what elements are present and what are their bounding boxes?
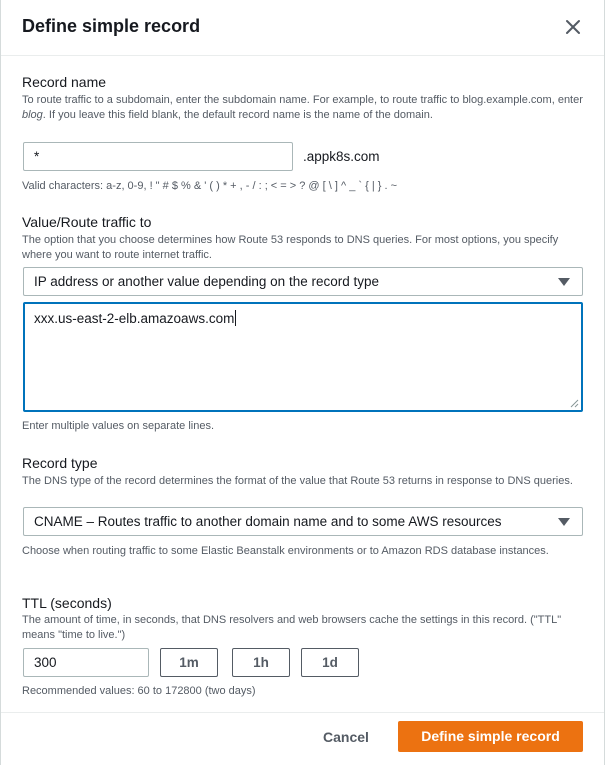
ttl-1d-button[interactable]: 1d: [301, 648, 359, 677]
record-value-textarea[interactable]: [23, 302, 583, 412]
record-name-description: [22, 93, 584, 123]
close-icon: [562, 16, 584, 38]
dialog-title: Define simple record: [22, 16, 201, 36]
dialog-header: [1, 0, 604, 56]
caret-down-icon: [558, 518, 570, 526]
ttl-1h-button[interactable]: 1h: [232, 648, 290, 677]
ttl-1m-button[interactable]: 1m: [160, 648, 218, 677]
route-traffic-select[interactable]: [23, 267, 583, 296]
value-route-label: Value/Route traffic to: [22, 214, 152, 230]
record-name-desc-italic: blog: [22, 109, 43, 121]
text-cursor: [235, 310, 236, 326]
route-traffic-selected: IP address or another value depending on the record type: [34, 274, 379, 289]
record-value-text: xxx.us-east-2-elb.amazoaws.com: [34, 311, 235, 326]
record-type-selected: CNAME – Routes traffic to another domain name and to some AWS resources: [34, 514, 502, 529]
record-name-input[interactable]: *: [23, 142, 293, 171]
ttl-label: TTL (seconds): [22, 595, 112, 611]
ttl-input[interactable]: 300: [23, 648, 149, 677]
valid-characters-hint: Valid characters: a-z, 0-9, ! " # $ % & ' ( ) * + , - / : ; < = > ? @ [ \ ] ^ _ ` { | } . ~: [22, 180, 397, 192]
domain-suffix: .appk8s.com: [303, 149, 380, 164]
define-simple-record-button[interactable]: Define simple record: [398, 721, 583, 752]
caret-down-icon: [558, 278, 570, 286]
multiple-values-hint: Enter multiple values on separate lines.: [22, 420, 214, 432]
ttl-description: The amount of time, in seconds, that DNS resolvers and web browsers cache the settings in this record. ("TTL" means "time to live."): [22, 614, 562, 641]
value-route-description: The option that you choose determines how Route 53 responds to DNS queries. For most options, you specify where you want to route internet traffic.: [22, 234, 559, 261]
cancel-button[interactable]: Cancel: [323, 729, 369, 745]
record-name-desc-part1: To route traffic to a subdomain, enter the subdomain name. For example, to route traffic to blog.example.com, enter: [22, 94, 583, 106]
record-type-select[interactable]: [23, 507, 583, 536]
record-name-desc-part2: . If you leave this field blank, the default record name is the name of the domain.: [42, 109, 433, 121]
record-name-label: Record name: [22, 74, 107, 90]
record-type-label: Record type: [22, 455, 98, 471]
close-button[interactable]: [562, 16, 584, 38]
record-type-hint: Choose when routing traffic to some Elastic Beanstalk environments or to Amazon RDS database instances.: [22, 545, 549, 557]
ttl-hint: Recommended values: 60 to 172800 (two days): [22, 685, 256, 697]
record-type-description: The DNS type of the record determines the format of the value that Route 53 returns in response to DNS queries.: [22, 475, 573, 487]
resize-handle-icon[interactable]: [570, 399, 579, 408]
